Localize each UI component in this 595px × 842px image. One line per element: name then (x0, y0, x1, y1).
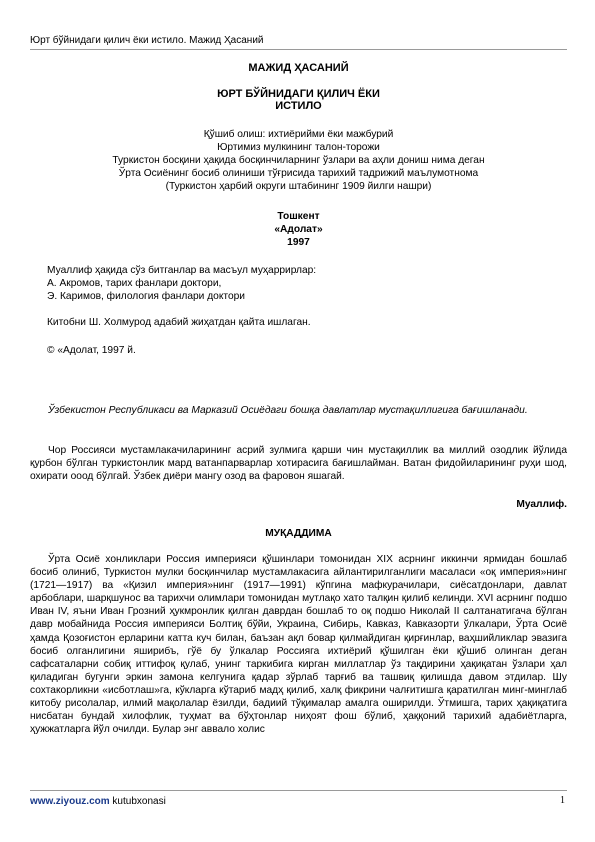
publication-year: 1997 (287, 237, 310, 248)
publication-city: Тошкент (277, 211, 320, 222)
site-link[interactable]: www.ziyouz.com (30, 796, 110, 807)
author-signature: Муаллиф. (516, 499, 567, 510)
site-suffix: kutubxonasi (109, 796, 166, 807)
footer-source (30, 796, 166, 807)
dedication-text: Ўзбекистон Республикаси ва Марказий Осиёдаги бошқа давлатлар мустақиллигига бағишланади. (48, 405, 528, 416)
credits-line: Э. Каримов, филология фанлари доктори (47, 291, 245, 302)
section-title: МУҚАДДИМА (265, 528, 332, 539)
running-header: Юрт бўйнидаги қилич ёки истило. Мажид Ҳасаний (30, 35, 264, 46)
subtitle-line: Юртимиз мулкининг талон-торожи (217, 142, 380, 153)
subtitle-line: (Туркистон ҳарбий округи штабининг 1909 йилги нашри) (165, 181, 432, 192)
dedication-paragraph: Чор Россияси мустамлакачиларининг асрий зулмига қарши чин мустақиллик ва миллий озодлик йўлида қурбон бўлган туркистонлик мард ватанпарварлар хотирасига бағишлайман. Ватан фидойиларининг руҳи шод, охирати ооод бўлгай. Ўзбек диёри мангу озод ва фаровон яшагай. (30, 445, 567, 483)
publication-publisher: «Адолат» (274, 224, 323, 235)
intro-paragraph: Ўрта Осиё хонликлари Россия империяси қўшинлари томонидан XIX асрнинг иккинчи ярмидан бошлаб босиб олиниб, Туркистон мулки босқинчилар мустамлакасига айлантирилганлиги масаласи «оқ империя»нинг (1721—1917) ва «Қизил империя»нинг (1917—1991) кўпгина мафкурачилари, сиёсатдонлари, давлат арбоблари, шарқшунос ва тарихчи олимлари томонидан мутлақо хато талқин қилиб келинди. XVI асрнинг подшо Иван IV, яъни Иван Грозний ҳукмронлик қилган даврдан бошлаб то оқ подшо Николай II салтанатигача бўлган давр мобайнида Россия империяси Болтиқ бўйи, Украина, Сибирь, Кавказ, Кавказорти ўлкалари, Ўрта Осиё ҳамда Қозоғистон ерларини катта куч билан, баъзан ақл бовар қилмайдиган қирғинлар, ваҳшийликлар эвазига босиб олганлигини яширибъ, гўё бу ўлкалар Россияга ихтиёрий қўшилган ёки қўшиб олинган деган сафсаталарни собиқ иттифоқ қулаб, унинг таркибига кирган миллатлар ўз тақдирини ҳақиқатан ўзлари ҳал қиладиган бугунги эркин замона келгунига қадар зўрлаб тарғиб ва ташвиқ қилишда давом этдилар. Шу сохтакорликни «исботлаш»га, кўкларга кўтариб мадҳ қилиб, халқ фикрини чалғитишга қаратилган минг-минглаб китобу рисолалар, илмий мақолалар ёзилди, бадиий тўқималар амалга оширилди. Ўтмишга, тарих ҳақиқатига нисбатан бундай хилофлик, туҳмат ва бўҳтонлар ниҳоят фош бўлиб, ҳаққоний тарихий адабиётларга, ҳужжатларга йўл очилди. Булар энг аввало холис (30, 554, 567, 736)
copyright-notice: © «Адолат, 1997 й. (47, 345, 136, 356)
subtitle-line: Қўшиб олиш: ихтиёрийми ёки мажбурий (203, 129, 394, 140)
footer-divider (30, 790, 567, 791)
author-name: МАЖИД ҲАСАНИЙ (248, 62, 349, 74)
credits-line: А. Акромов, тарих фанлари доктори, (47, 278, 222, 289)
credits-line: Муаллиф ҳақида сўз битганлар ва масъул муҳаррирлар: (47, 265, 317, 276)
subtitle-line: Ўрта Осиёнинг босиб олиниши тўғрисида тарихий тадрижий маълумотнома (118, 168, 479, 179)
book-title-line1: ЮРТ БЎЙНИДАГИ ҚИЛИЧ ЁКИ (217, 88, 380, 100)
editor-note: Китобни Ш. Холмурод адабий жиҳатдан қайта ишлаган. (47, 317, 311, 328)
subtitle-line: Туркистон босқини ҳақида босқинчиларнинг ўзлари ва аҳли дониш нима деган (112, 155, 485, 166)
page-number: 1 (560, 795, 565, 806)
book-title-line2: ИСТИЛО (275, 100, 322, 112)
header-divider (30, 49, 567, 50)
